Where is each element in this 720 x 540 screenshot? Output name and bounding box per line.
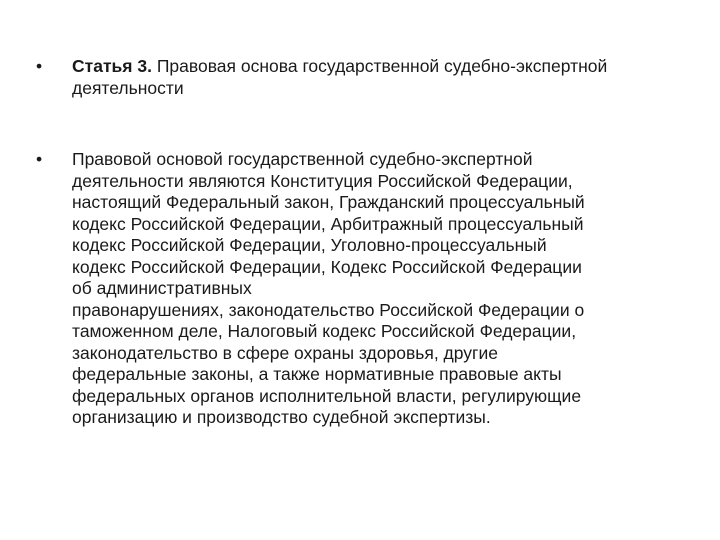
- article-heading-line-1: [72, 56, 686, 78]
- article-heading-line-2: деятельности: [72, 77, 184, 98]
- body-line: таможенном деле, Налоговый кодекс Российской Федерации,: [72, 321, 577, 341]
- bullet-list: [36, 56, 686, 429]
- body-line: законодательство в сфере охраны здоровья, другие: [72, 342, 498, 363]
- body-line: федеральные законы, а также нормативные правовые акты: [72, 364, 562, 384]
- body-line: Правовой основой государственной судебно-экспертной: [72, 149, 533, 169]
- body-line: настоящий Федеральный закон, Гражданский процессуальный: [72, 192, 585, 212]
- body-line: деятельности являются Конституция Российской Федерации,: [72, 170, 573, 191]
- bullet-icon: •: [36, 149, 43, 169]
- body-line: кодекс Российской Федерации, Уголовно-процессуальный: [72, 235, 547, 255]
- article-body-item: [36, 149, 686, 429]
- body-line: федеральных органов исполнительной власти, регулирующие: [72, 385, 582, 406]
- body-line: кодекс Российской Федерации, Кодекс Российской Федерации: [72, 256, 582, 277]
- body-line: организацию и производство судебной экспертизы.: [72, 407, 491, 427]
- article-label: Статья 3.: [72, 56, 152, 76]
- body-line: об административных: [72, 278, 252, 298]
- article-title-part-1: Правовая основа государственной судебно-экспертной: [151, 56, 608, 76]
- body-line: правонарушениях, законодательство Российской Федерации о: [72, 299, 585, 320]
- body-line: кодекс Российской Федерации, Арбитражный процессуальный: [72, 213, 584, 234]
- bullet-icon: •: [36, 56, 43, 76]
- article-heading-item: [36, 56, 686, 99]
